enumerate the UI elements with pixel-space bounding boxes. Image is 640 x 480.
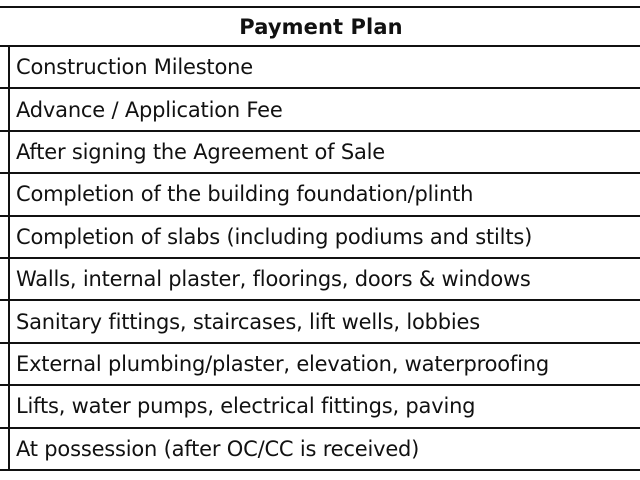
table-row — [0, 344, 640, 386]
table-cell: After signing the Agreement of Sale — [16, 139, 385, 164]
table-cell: Construction Milestone — [16, 55, 253, 80]
table-row — [0, 132, 640, 174]
table-cell: At possession (after OC/CC is received) — [16, 436, 420, 461]
payment-plan-table — [0, 6, 640, 471]
table-cell: External plumbing/plaster, elevation, waterproofing — [16, 351, 549, 376]
table-row — [0, 217, 640, 259]
table-cell: Completion of slabs (including podiums and stilts) — [16, 224, 533, 249]
table-cell: Sanitary fittings, staircases, lift wells, lobbies — [16, 309, 480, 334]
table-row — [0, 47, 640, 89]
table-row — [0, 174, 640, 216]
table-title: Payment Plan — [239, 14, 403, 39]
table-row — [0, 301, 640, 343]
table-cell: Advance / Application Fee — [16, 97, 283, 122]
table-cell: Walls, internal plaster, floorings, doors & windows — [16, 267, 531, 292]
table-cell: Lifts, water pumps, electrical fittings, paving — [16, 394, 476, 419]
table-cell: Completion of the building foundation/plinth — [16, 182, 474, 207]
table-row — [0, 386, 640, 428]
table-header — [0, 8, 640, 47]
table-row — [0, 89, 640, 131]
table-row — [0, 259, 640, 301]
table-row — [0, 429, 640, 471]
